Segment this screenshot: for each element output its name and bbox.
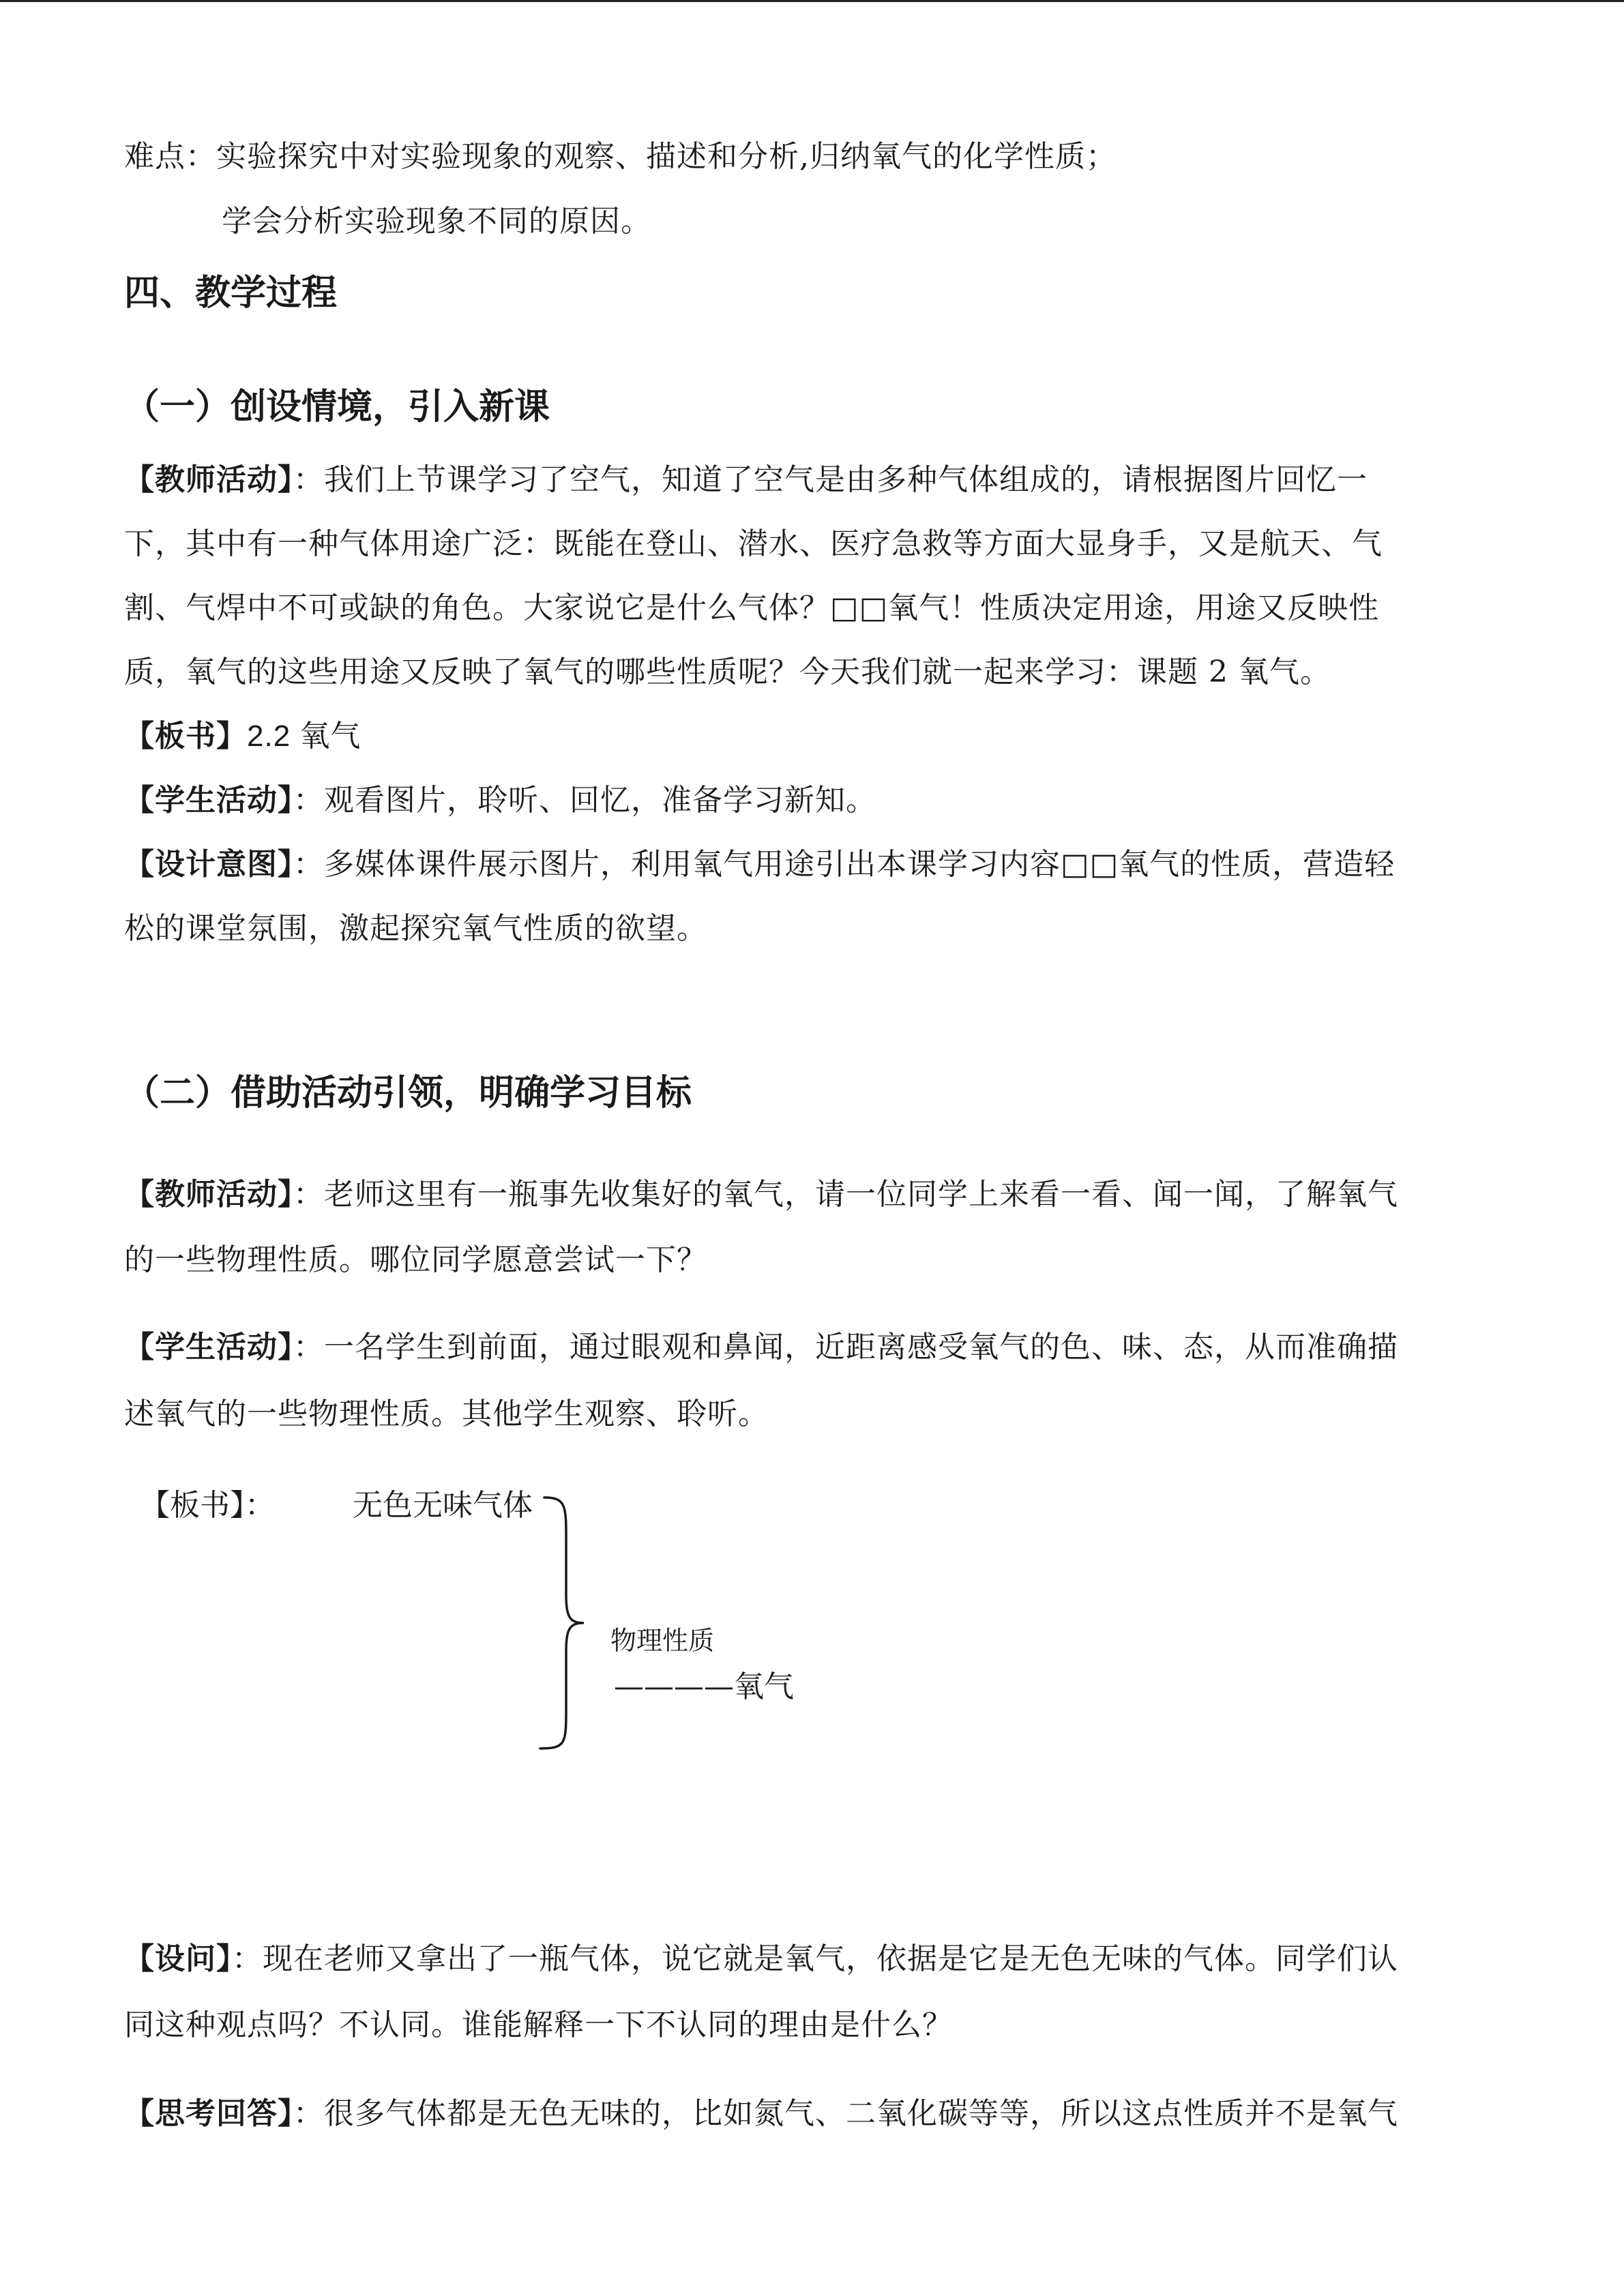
page-top-border [0, 0, 1624, 2]
part-two-heading: （二）借助活动引领，明确学习目标 [124, 1073, 692, 1114]
board-diagram-property: 物理性质 [610, 1626, 715, 1656]
difficulty-line-1: 难点：实验探究中对实验现象的观察、描述和分析,归纳氧气的化学性质； [124, 139, 1117, 174]
question-label: 【设问】 [124, 1941, 232, 1976]
question-text: ：现在老师又拿出了一瓶气体，说它就是氧气，依据是它是无色无味的气体。同学们认 [232, 1941, 1398, 1976]
design-intent-label: 【设计意图】 [124, 847, 293, 882]
part-one-teacher-line-2: 下，其中有一种气体用途广泛：既能在登山、潜水、医疗急救等方面大显身手，又是航天、气 [124, 526, 1383, 561]
part-one-teacher-line-1 [124, 460, 1368, 501]
part-one-board-line [124, 716, 361, 757]
section-four-heading: 四、教学过程 [124, 273, 338, 314]
difficulty-line-2: 学会分析实验现象不同的原因。 [222, 204, 651, 239]
student-activity-label: 【学生活动】 [124, 783, 293, 818]
part-one-teacher-line-4: 质，氧气的这些用途又反映了氧气的哪些性质呢？今天我们就一起来学习：课题 2 氧气。 [124, 655, 1331, 689]
student-activity-text-2: ：一名学生到前面，通过眼观和鼻闻，近距离感受氧气的色、味、态，从而准确描 [293, 1330, 1398, 1365]
part-one-teacher-line-3: 割、气焊中不可或缺的角色。大家说它是什么气体？□□氧气！性质决定用途，用途又反映性 [124, 591, 1380, 625]
student-activity-label-2: 【学生活动】 [124, 1330, 293, 1365]
part-two-student-line-1 [124, 1327, 1398, 1368]
board-diagram-conclusion: ————氧气 [614, 1669, 794, 1704]
teacher-activity-label: 【教师活动】 [124, 462, 293, 497]
answer-line-1 [124, 2093, 1398, 2134]
teacher-activity-label-2: 【教师活动】 [124, 1177, 293, 1212]
design-intent-text: ：多媒体课件展示图片，利用氧气用途引出本课学习内容□□氧气的性质，营造轻 [293, 847, 1396, 882]
board-diagram-label: 【板书】： [140, 1488, 275, 1523]
part-one-design-line-2: 松的课堂氛围，激起探究氧气性质的欲望。 [124, 911, 707, 946]
question-line-1 [124, 1939, 1398, 1980]
question-line-2: 同这种观点吗？不认同。谁能解释一下不认同的理由是什么？ [124, 2008, 953, 2042]
board-diagram-item: 无色无味气体 [353, 1488, 533, 1523]
student-activity-text: ：观看图片，聆听、回忆，准备学习新知。 [293, 783, 876, 818]
part-one-heading: （一）创设情境，引入新课 [124, 387, 550, 428]
teacher-activity-text: ：我们上节课学习了空气，知道了空气是由多种气体组成的，请根据图片回忆一 [293, 462, 1368, 497]
board-label: 【板书】 [124, 719, 247, 754]
answer-text: ：很多气体都是无色无味的，比如氮气、二氧化碳等等，所以这点性质并不是氧气 [293, 2096, 1398, 2131]
part-two-teacher-line-1 [124, 1174, 1398, 1215]
part-one-design-line-1 [124, 844, 1395, 885]
part-two-teacher-line-2: 的一些物理性质。哪位同学愿意尝试一下？ [124, 1242, 707, 1277]
part-one-student-line [124, 780, 876, 821]
curly-brace-icon [525, 1493, 587, 1753]
part-two-student-line-2: 述氧气的一些物理性质。其他学生观察、聆听。 [124, 1397, 769, 1431]
answer-label: 【思考回答】 [124, 2096, 293, 2131]
teacher-activity-text-2: ：老师这里有一瓶事先收集好的氧气，请一位同学上来看一看、闻一闻，了解氧气 [293, 1177, 1398, 1212]
board-text: 2.2 氧气 [247, 719, 361, 753]
